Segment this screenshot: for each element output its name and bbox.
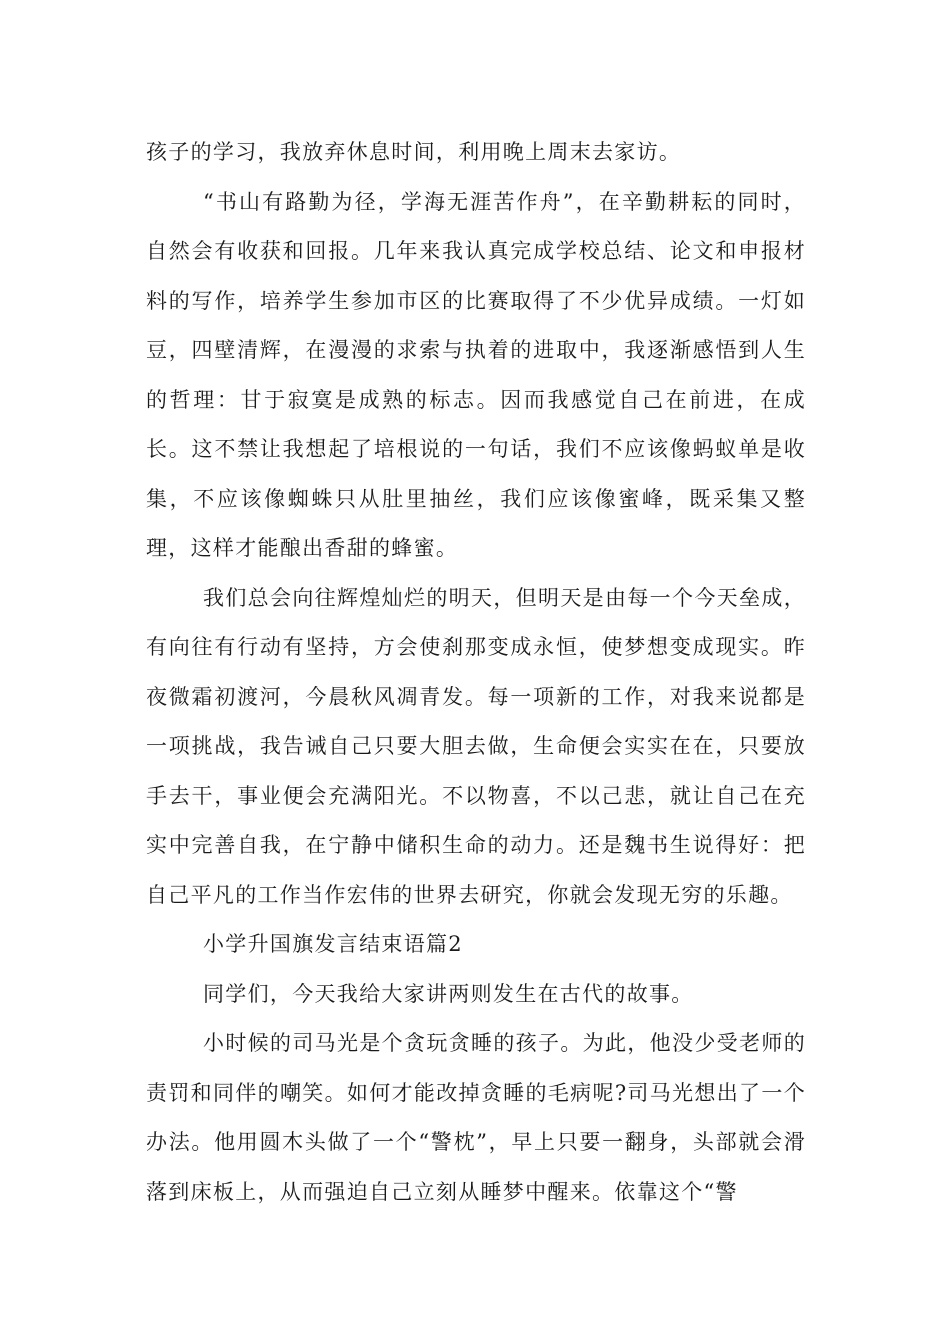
paragraph-greeting: 同学们，今天我给大家讲两则发生在古代的故事。 xyxy=(203,981,694,1006)
paragraph-sima-guang: 小时候的司马光是个贪玩贪睡的孩子。为此，他没少受老师的责罚和同伴的嘲笑。如何才能改掉贪睡的毛病呢?司马光想出了一个办法。他用圆木头做了一个“警枕”，早上只要一翻身，头部就会滑落到床板上，从而强迫自己立刻从睡梦中醒来。依靠这个“警 xyxy=(146,1031,806,1204)
section-heading: 小学升国旗发言结束语篇2 xyxy=(203,932,463,956)
paragraph-book-mountain: “书山有路勤为径，学海无涯苦作舟”，在辛勤耕耘的同时，自然会有收获和回报。几年来我认真完成学校总结、论文和申报材料的写作，培养学生参加市区的比赛取得了不少优异成绩。一灯如豆，四壁清辉，在漫漫的求索与执着的进取中，我逐渐感悟到人生的哲理：甘于寂寞是成熟的标志。因而我感觉自己在前进，在成长。这不禁让我想起了培根说的一句话，我们不应该像蚂蚁单是收集，不应该像蜘蛛只从肚里抽丝，我们应该像蜜峰，既采集又整理，这样才能酿出香甜的蜂蜜。 xyxy=(146,189,806,560)
document-body xyxy=(146,128,806,1217)
paragraph-bright-tomorrow: 我们总会向往辉煌灿烂的明天，但明天是由每一个今天垒成，有向往有行动有坚持，方会使刹那变成永恒，使梦想变成现实。昨夜微霜初渡河，今晨秋风凋青发。每一项新的工作，对我来说都是一项挑战，我告诫自己只要大胆去做，生命便会实实在在，只要放手去干，事业便会充满阳光。不以物喜，不以己悲，就让自己在充实中完善自我，在宁静中储积生命的动力。还是魏书生说得好：把自己平凡的工作当作宏伟的世界去研究，你就会发现无穷的乐趣。 xyxy=(146,585,806,907)
paragraph-continuation: 孩子的学习，我放弃休息时间，利用晚上周末去家访。 xyxy=(146,140,682,164)
